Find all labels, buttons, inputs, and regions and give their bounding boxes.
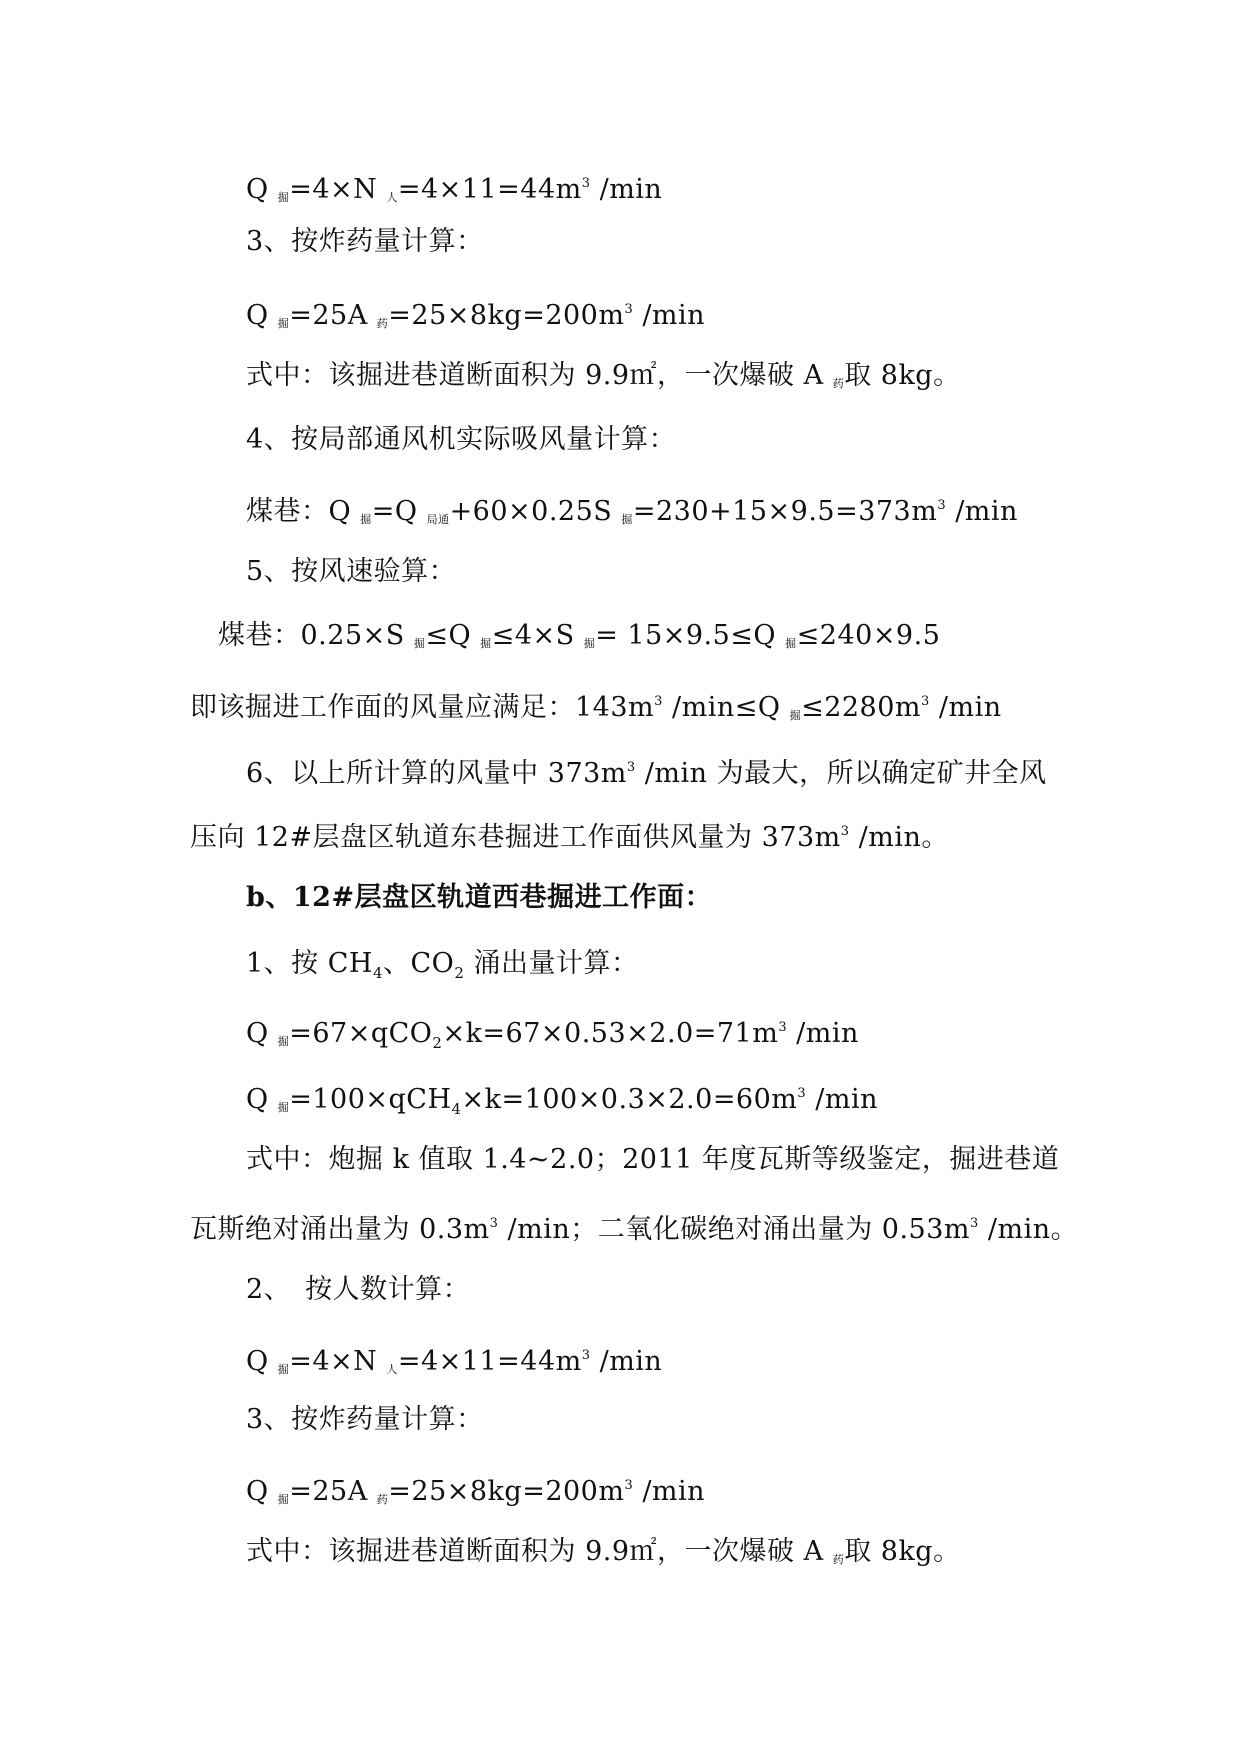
heading-line: 4、按局部通风机实际吸风量计算： — [246, 424, 677, 455]
formula-line: Q $_掘$=4×N $_人=4\times 11=44m^3$ /min — [246, 174, 663, 205]
text-line: 式中：炮掘 k 值取 1.4~2.0；2011 年度瓦斯等级鉴定，掘进巷道 — [246, 1144, 1060, 1175]
formula-line: 煤巷：0.25×S $_掘$≤Q $_掘$≤4×S $_掘$= 15×9.5≤Q $_掘$≤240×9.5 — [218, 620, 941, 651]
formula-line: Q $_掘$=25A $_药=25\times 8kg=200m^3$ /min — [246, 300, 706, 331]
heading-line: 5、按风速验算： — [246, 556, 457, 587]
heading-line: 3、按炸药量计算： — [246, 226, 484, 257]
text-line: 式中：该掘进巷道断面积为 9.9㎡，一次爆破 A $_药$取 8kg。 — [246, 1536, 961, 1567]
formula-line: 煤巷：Q $_掘$=Q $_{局通}$+60×0.25S $_掘=230+15\times 9.5=373m^3$ /min — [246, 496, 1018, 527]
formula-line: Q $_掘$=25A $_药=25\times 8kg=200m^3$ /min — [246, 1476, 706, 1507]
formula-line: Q $_掘=100\times qCH_4\times k=100\times 0.3\times 2.0=60m^3$ /min — [246, 1084, 878, 1118]
heading-line: 3、按炸药量计算： — [246, 1404, 484, 1435]
formula-line: Q $_掘$=4×N $_人=4\times 11=44m^3$ /min — [246, 1346, 663, 1377]
heading-line: 2、 按人数计算： — [246, 1274, 471, 1305]
section-heading: b、12#层盘区轨道西巷掘进工作面： — [246, 882, 713, 913]
text-line: 瓦斯绝对涌出量为 $0.3m^3$ /min；二氧化碳绝对涌出量为 $0.53m^3$ /min。 — [190, 1214, 1079, 1245]
text-line: 压向 12#层盘区轨道东巷掘进工作面供风量为 $373m^3$ /min。 — [190, 822, 949, 853]
text-line: 式中：该掘进巷道断面积为 9.9㎡，一次爆破 A $_药$取 8kg。 — [246, 360, 961, 391]
text-line: 即该掘进工作面的风量应满足：$143m^3$ /min≤Q $_掘\le 2280m^3$ /min — [190, 692, 1002, 723]
text-line: 6、以上所计算的风量中 $373m^3$ /min 为最大，所以确定矿井全风 — [246, 758, 1047, 789]
formula-line: Q $_掘=67\times qCO_2\times k=67\times 0.53\times 2.0=71m^3$ /min — [246, 1018, 859, 1052]
heading-line: 1、按 $CH_4$、$CO_2$ 涌出量计算： — [246, 948, 639, 982]
